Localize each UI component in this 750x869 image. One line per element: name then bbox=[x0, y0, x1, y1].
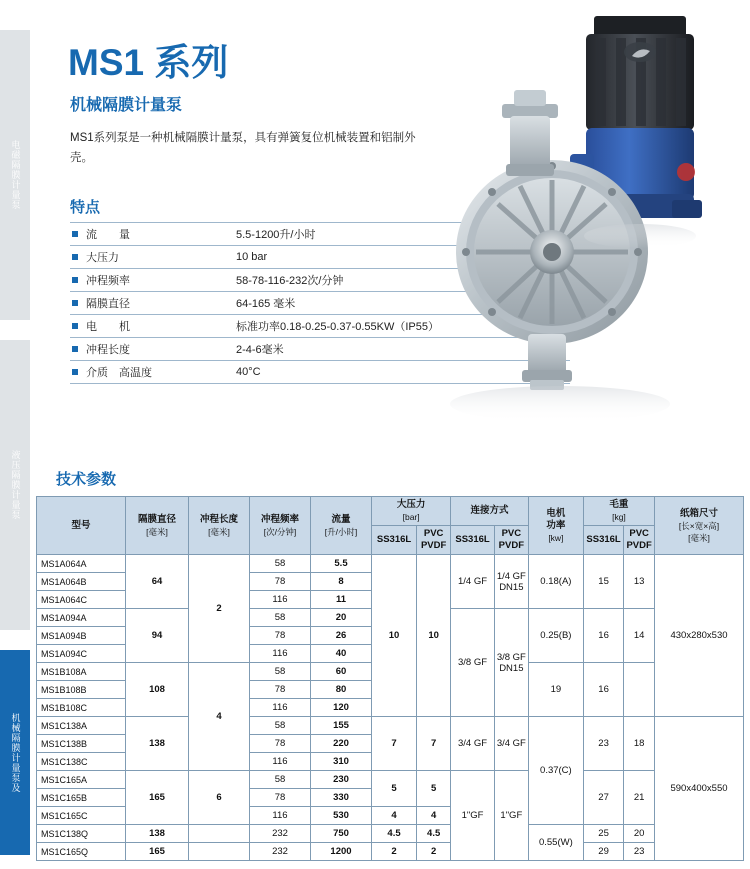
cell-diaphragm: 64 bbox=[126, 555, 189, 609]
cell-stroke-freq: 78 bbox=[250, 789, 311, 807]
cell-model: MS1A094C bbox=[37, 645, 126, 663]
cell-motor: 0.18(A) bbox=[528, 555, 583, 609]
cell-weight-ss: 25 bbox=[583, 825, 623, 843]
feature-value: 5.5-1200升/小时 bbox=[236, 223, 570, 246]
cell-conn-ss: 1"GF bbox=[451, 771, 495, 861]
cell-conn-pvc-line2: DN15 bbox=[499, 662, 524, 674]
cell-model: MS1C165Q bbox=[37, 843, 126, 861]
cell-flow: 220 bbox=[311, 735, 372, 753]
cell-weight-pvc: 16 bbox=[583, 663, 623, 717]
features-heading: 特点 bbox=[70, 199, 101, 216]
cell-stroke-freq: 58 bbox=[250, 771, 311, 789]
cell-flow: 40 bbox=[311, 645, 372, 663]
bullet-icon bbox=[70, 223, 86, 246]
cell-stroke-length bbox=[189, 843, 250, 861]
col-carton bbox=[655, 497, 744, 555]
feature-label: 隔膜直径 bbox=[86, 292, 236, 315]
cell-diaphragm: 138 bbox=[126, 717, 189, 771]
product-description: MS1系列泵是一种机械隔膜计量泵，具有弹簧复位机械装置和铝制外壳。 bbox=[70, 132, 416, 164]
cell-carton: 430x280x530 bbox=[655, 555, 744, 717]
cell-flow: 20 bbox=[311, 609, 372, 627]
cell-weight-ss: 19 bbox=[528, 663, 583, 717]
cell-stroke-freq: 232 bbox=[250, 843, 311, 861]
cell-diaphragm: 165 bbox=[126, 843, 189, 861]
cell-flow: 80 bbox=[311, 681, 372, 699]
col-connection-pvc bbox=[494, 526, 528, 555]
cell-diaphragm: 165 bbox=[126, 771, 189, 825]
cell-flow: 5.5 bbox=[311, 555, 372, 573]
cell-conn-pvc-line2: DN15 bbox=[499, 581, 524, 593]
feature-value: 10 bar bbox=[236, 246, 570, 269]
cell-stroke-freq: 58 bbox=[250, 663, 311, 681]
cell-flow: 1200 bbox=[311, 843, 372, 861]
cell-stroke-freq: 116 bbox=[250, 591, 311, 609]
col-pressure-line1: 大压力 bbox=[396, 499, 426, 510]
cell-flow: 11 bbox=[311, 591, 372, 609]
bullet-icon bbox=[70, 246, 86, 269]
cell-stroke-freq: 58 bbox=[250, 555, 311, 573]
cell-pressure-ss: 5 bbox=[372, 771, 417, 807]
cell-stroke-length bbox=[189, 825, 250, 843]
cell-weight-pvc: 21 bbox=[624, 771, 655, 825]
col-connection-ss: SS316L bbox=[451, 526, 495, 555]
cell-pressure-ss: 10 bbox=[372, 555, 417, 717]
sidebar-item-label: 液压隔膜计量泵 bbox=[10, 450, 21, 520]
cell-motor: 0.37(C) bbox=[528, 717, 583, 825]
col-connection bbox=[451, 497, 529, 526]
cell-pressure-pvc: 7 bbox=[417, 717, 451, 771]
table-row bbox=[37, 843, 744, 861]
cell-diaphragm: 94 bbox=[126, 609, 189, 663]
col-stroke-length-line1: 冲程长度 bbox=[199, 513, 238, 525]
cell-motor: 0.25(B) bbox=[528, 609, 583, 663]
col-pressure-pvc bbox=[417, 526, 451, 555]
col-pressure-pvc-line1: PVC bbox=[423, 528, 444, 539]
cell-stroke-freq: 116 bbox=[250, 807, 311, 825]
cell-stroke-freq: 78 bbox=[250, 735, 311, 753]
cell-model: MS1C138A bbox=[37, 717, 126, 735]
cell-weight-ss: 15 bbox=[583, 555, 623, 609]
cell-weight-ss: 29 bbox=[583, 843, 623, 861]
col-stroke-length bbox=[189, 497, 250, 555]
col-stroke-length-line2: [毫米] bbox=[208, 526, 230, 537]
col-diaphragm bbox=[126, 497, 189, 555]
cell-stroke-freq: 78 bbox=[250, 627, 311, 645]
feature-label: 流 量 bbox=[86, 223, 236, 246]
feature-value: 58-78-116-232次/分钟 bbox=[236, 269, 570, 292]
col-carton-line1: 纸箱尺寸 bbox=[679, 507, 718, 519]
col-connection-pvc-line1: PVC bbox=[501, 528, 522, 539]
cell-model: MS1B108A bbox=[37, 663, 126, 681]
page-subtitle: 机械隔膜计量泵 bbox=[70, 97, 183, 114]
cell-motor: 0.55(W) bbox=[528, 825, 583, 861]
cell-flow: 26 bbox=[311, 627, 372, 645]
col-pressure-line2: [bar] bbox=[402, 512, 420, 522]
col-connection-pvc-line2: PVDF bbox=[498, 540, 525, 551]
feature-value: 64-165 毫米 bbox=[236, 292, 570, 315]
cell-weight-ss: 16 bbox=[583, 609, 623, 663]
table-row bbox=[37, 717, 744, 735]
cell-stroke-freq: 116 bbox=[250, 645, 311, 663]
col-stroke-freq-line1: 冲程频率 bbox=[260, 513, 299, 525]
cell-diaphragm: 108 bbox=[126, 663, 189, 717]
cell-weight-pvc: 14 bbox=[624, 609, 655, 663]
cell-conn-pvc: 1"GF bbox=[494, 771, 528, 861]
cell-stroke-freq: 116 bbox=[250, 753, 311, 771]
cell-pressure-pvc: 4 bbox=[417, 807, 451, 825]
cell-pressure-ss: 2 bbox=[372, 843, 417, 861]
cell-conn-pvc: 3/4 GF bbox=[494, 717, 528, 771]
cell-pressure-ss: 4.5 bbox=[372, 825, 417, 843]
cell-pressure-pvc: 5 bbox=[417, 771, 451, 807]
side-tab-rail bbox=[0, 0, 30, 869]
table-row bbox=[37, 771, 744, 789]
cell-flow: 750 bbox=[311, 825, 372, 843]
cell-carton: 590x400x550 bbox=[655, 717, 744, 861]
cell-pressure-ss: 4 bbox=[372, 807, 417, 825]
cell-weight-ss: 23 bbox=[583, 717, 623, 771]
product-photo bbox=[410, 4, 750, 434]
col-stroke-freq bbox=[250, 497, 311, 555]
cell-stroke-length: 4 bbox=[189, 663, 250, 771]
col-weight-ss: SS316L bbox=[583, 526, 623, 555]
col-motor-line3: [kw] bbox=[548, 532, 564, 543]
spec-header-row-1 bbox=[37, 497, 744, 526]
cell-model: MS1A064B bbox=[37, 573, 126, 591]
cell-conn-pvc bbox=[494, 555, 528, 609]
col-carton-line3: [毫米] bbox=[688, 532, 710, 543]
col-pressure-ss: SS316L bbox=[372, 526, 417, 555]
cell-weight-pvc: 20 bbox=[624, 825, 655, 843]
cell-flow: 330 bbox=[311, 789, 372, 807]
cell-model: MS1C138Q bbox=[37, 825, 126, 843]
table-row bbox=[37, 825, 744, 843]
cell-model: MS1A064C bbox=[37, 591, 126, 609]
feature-label: 介质 高温度 bbox=[86, 361, 236, 384]
cell-flow: 530 bbox=[311, 807, 372, 825]
cell-model: MS1A064A bbox=[37, 555, 126, 573]
cell-stroke-freq: 78 bbox=[250, 573, 311, 591]
col-weight-pvc-line2: PVDF bbox=[626, 540, 652, 551]
cell-conn-ss: 3/4 GF bbox=[451, 717, 495, 771]
cell-stroke-length: 2 bbox=[189, 555, 250, 663]
cell-stroke-freq: 58 bbox=[250, 609, 311, 627]
cell-flow: 155 bbox=[311, 717, 372, 735]
table-row bbox=[37, 555, 744, 573]
col-diaphragm-line1: 隔膜直径 bbox=[137, 513, 176, 525]
sidebar-item-electromagnetic[interactable] bbox=[0, 30, 30, 320]
feature-value: 2-4-6毫米 bbox=[236, 338, 570, 361]
feature-label: 大压力 bbox=[86, 246, 236, 269]
cell-model: MS1C138B bbox=[37, 735, 126, 753]
col-motor-line2: 功率 bbox=[546, 519, 566, 531]
cell-stroke-freq: 232 bbox=[250, 825, 311, 843]
feature-value: 标准功率0.18-0.25-0.37-0.55KW（IP55） bbox=[236, 315, 570, 338]
cell-model: MS1C138C bbox=[37, 753, 126, 771]
cell-stroke-freq: 58 bbox=[250, 717, 311, 735]
cell-model: MS1B108C bbox=[37, 699, 126, 717]
cell-conn-pvc-line1: 3/8 GF bbox=[496, 651, 526, 663]
col-weight-line2: [kg] bbox=[612, 512, 626, 522]
col-connection-label: 连接方式 bbox=[470, 505, 509, 516]
col-weight-pvc-line1: PVC bbox=[629, 528, 649, 539]
cell-conn-ss: 3/8 GF bbox=[451, 609, 495, 717]
cell-flow: 8 bbox=[311, 573, 372, 591]
cell-flow: 230 bbox=[311, 771, 372, 789]
cell-model: MS1C165C bbox=[37, 807, 126, 825]
bullet-icon bbox=[70, 315, 86, 338]
cell-flow: 60 bbox=[311, 663, 372, 681]
col-motor-line1: 电机 bbox=[546, 507, 566, 519]
col-diaphragm-line2: [毫米] bbox=[146, 526, 168, 537]
cell-pressure-pvc: 2 bbox=[417, 843, 451, 861]
sidebar-item-label: 机械隔膜计量泵及 bbox=[10, 712, 21, 793]
col-weight-pvc bbox=[624, 526, 655, 555]
cell-model: MS1C165B bbox=[37, 789, 126, 807]
cell-weight-pvc: 18 bbox=[624, 717, 655, 771]
cell-model: MS1B108B bbox=[37, 681, 126, 699]
col-flow bbox=[311, 497, 372, 555]
cell-model: MS1C165A bbox=[37, 771, 126, 789]
cell-model: MS1A094B bbox=[37, 627, 126, 645]
cell-conn-pvc-line1: 1/4 GF bbox=[496, 570, 526, 582]
cell-flow: 120 bbox=[311, 699, 372, 717]
col-pressure-pvc-line2: PVDF bbox=[420, 540, 447, 551]
page-title: MS1 系列 bbox=[68, 42, 229, 83]
feature-value: 40°C bbox=[236, 361, 570, 384]
col-flow-line2: [升/小时] bbox=[324, 526, 358, 537]
sidebar-item-hydraulic[interactable] bbox=[0, 340, 30, 630]
cell-diaphragm: 138 bbox=[126, 825, 189, 843]
feature-label: 电 机 bbox=[86, 315, 236, 338]
cell-pressure-pvc: 4.5 bbox=[417, 825, 451, 843]
cell-model: MS1A094A bbox=[37, 609, 126, 627]
cell-conn-pvc bbox=[494, 609, 528, 717]
col-motor bbox=[528, 497, 583, 555]
cell-weight-ss: 27 bbox=[583, 771, 623, 825]
bullet-icon bbox=[70, 292, 86, 315]
col-carton-line2: [长×宽×高] bbox=[678, 520, 720, 531]
bullet-icon bbox=[70, 269, 86, 292]
cell-conn-ss: 1/4 GF bbox=[451, 555, 495, 609]
col-pressure bbox=[372, 497, 451, 526]
col-flow-line1: 流量 bbox=[331, 513, 351, 525]
spec-heading: 技术参数 bbox=[56, 471, 117, 488]
col-weight bbox=[583, 497, 654, 526]
cell-weight-pvc: 13 bbox=[624, 555, 655, 609]
bullet-icon bbox=[70, 361, 86, 384]
cell-flow: 310 bbox=[311, 753, 372, 771]
sidebar-item-label: 电磁隔膜计量泵 bbox=[10, 140, 21, 210]
cell-stroke-length: 6 bbox=[189, 771, 250, 825]
feature-label: 冲程长度 bbox=[86, 338, 236, 361]
feature-label: 冲程频率 bbox=[86, 269, 236, 292]
cell-pressure-pvc: 10 bbox=[417, 555, 451, 717]
cell-pressure-ss: 7 bbox=[372, 717, 417, 771]
cell-stroke-freq: 116 bbox=[250, 699, 311, 717]
cell-weight-pvc: 23 bbox=[624, 843, 655, 861]
col-stroke-freq-line2: [次/分钟] bbox=[263, 526, 297, 537]
cell-stroke-freq: 78 bbox=[250, 681, 311, 699]
col-weight-line1: 毛重 bbox=[609, 499, 629, 510]
bullet-icon bbox=[70, 338, 86, 361]
sidebar-item-mechanical[interactable] bbox=[0, 650, 30, 855]
col-model: 型号 bbox=[37, 497, 126, 555]
spec-table bbox=[36, 496, 744, 861]
